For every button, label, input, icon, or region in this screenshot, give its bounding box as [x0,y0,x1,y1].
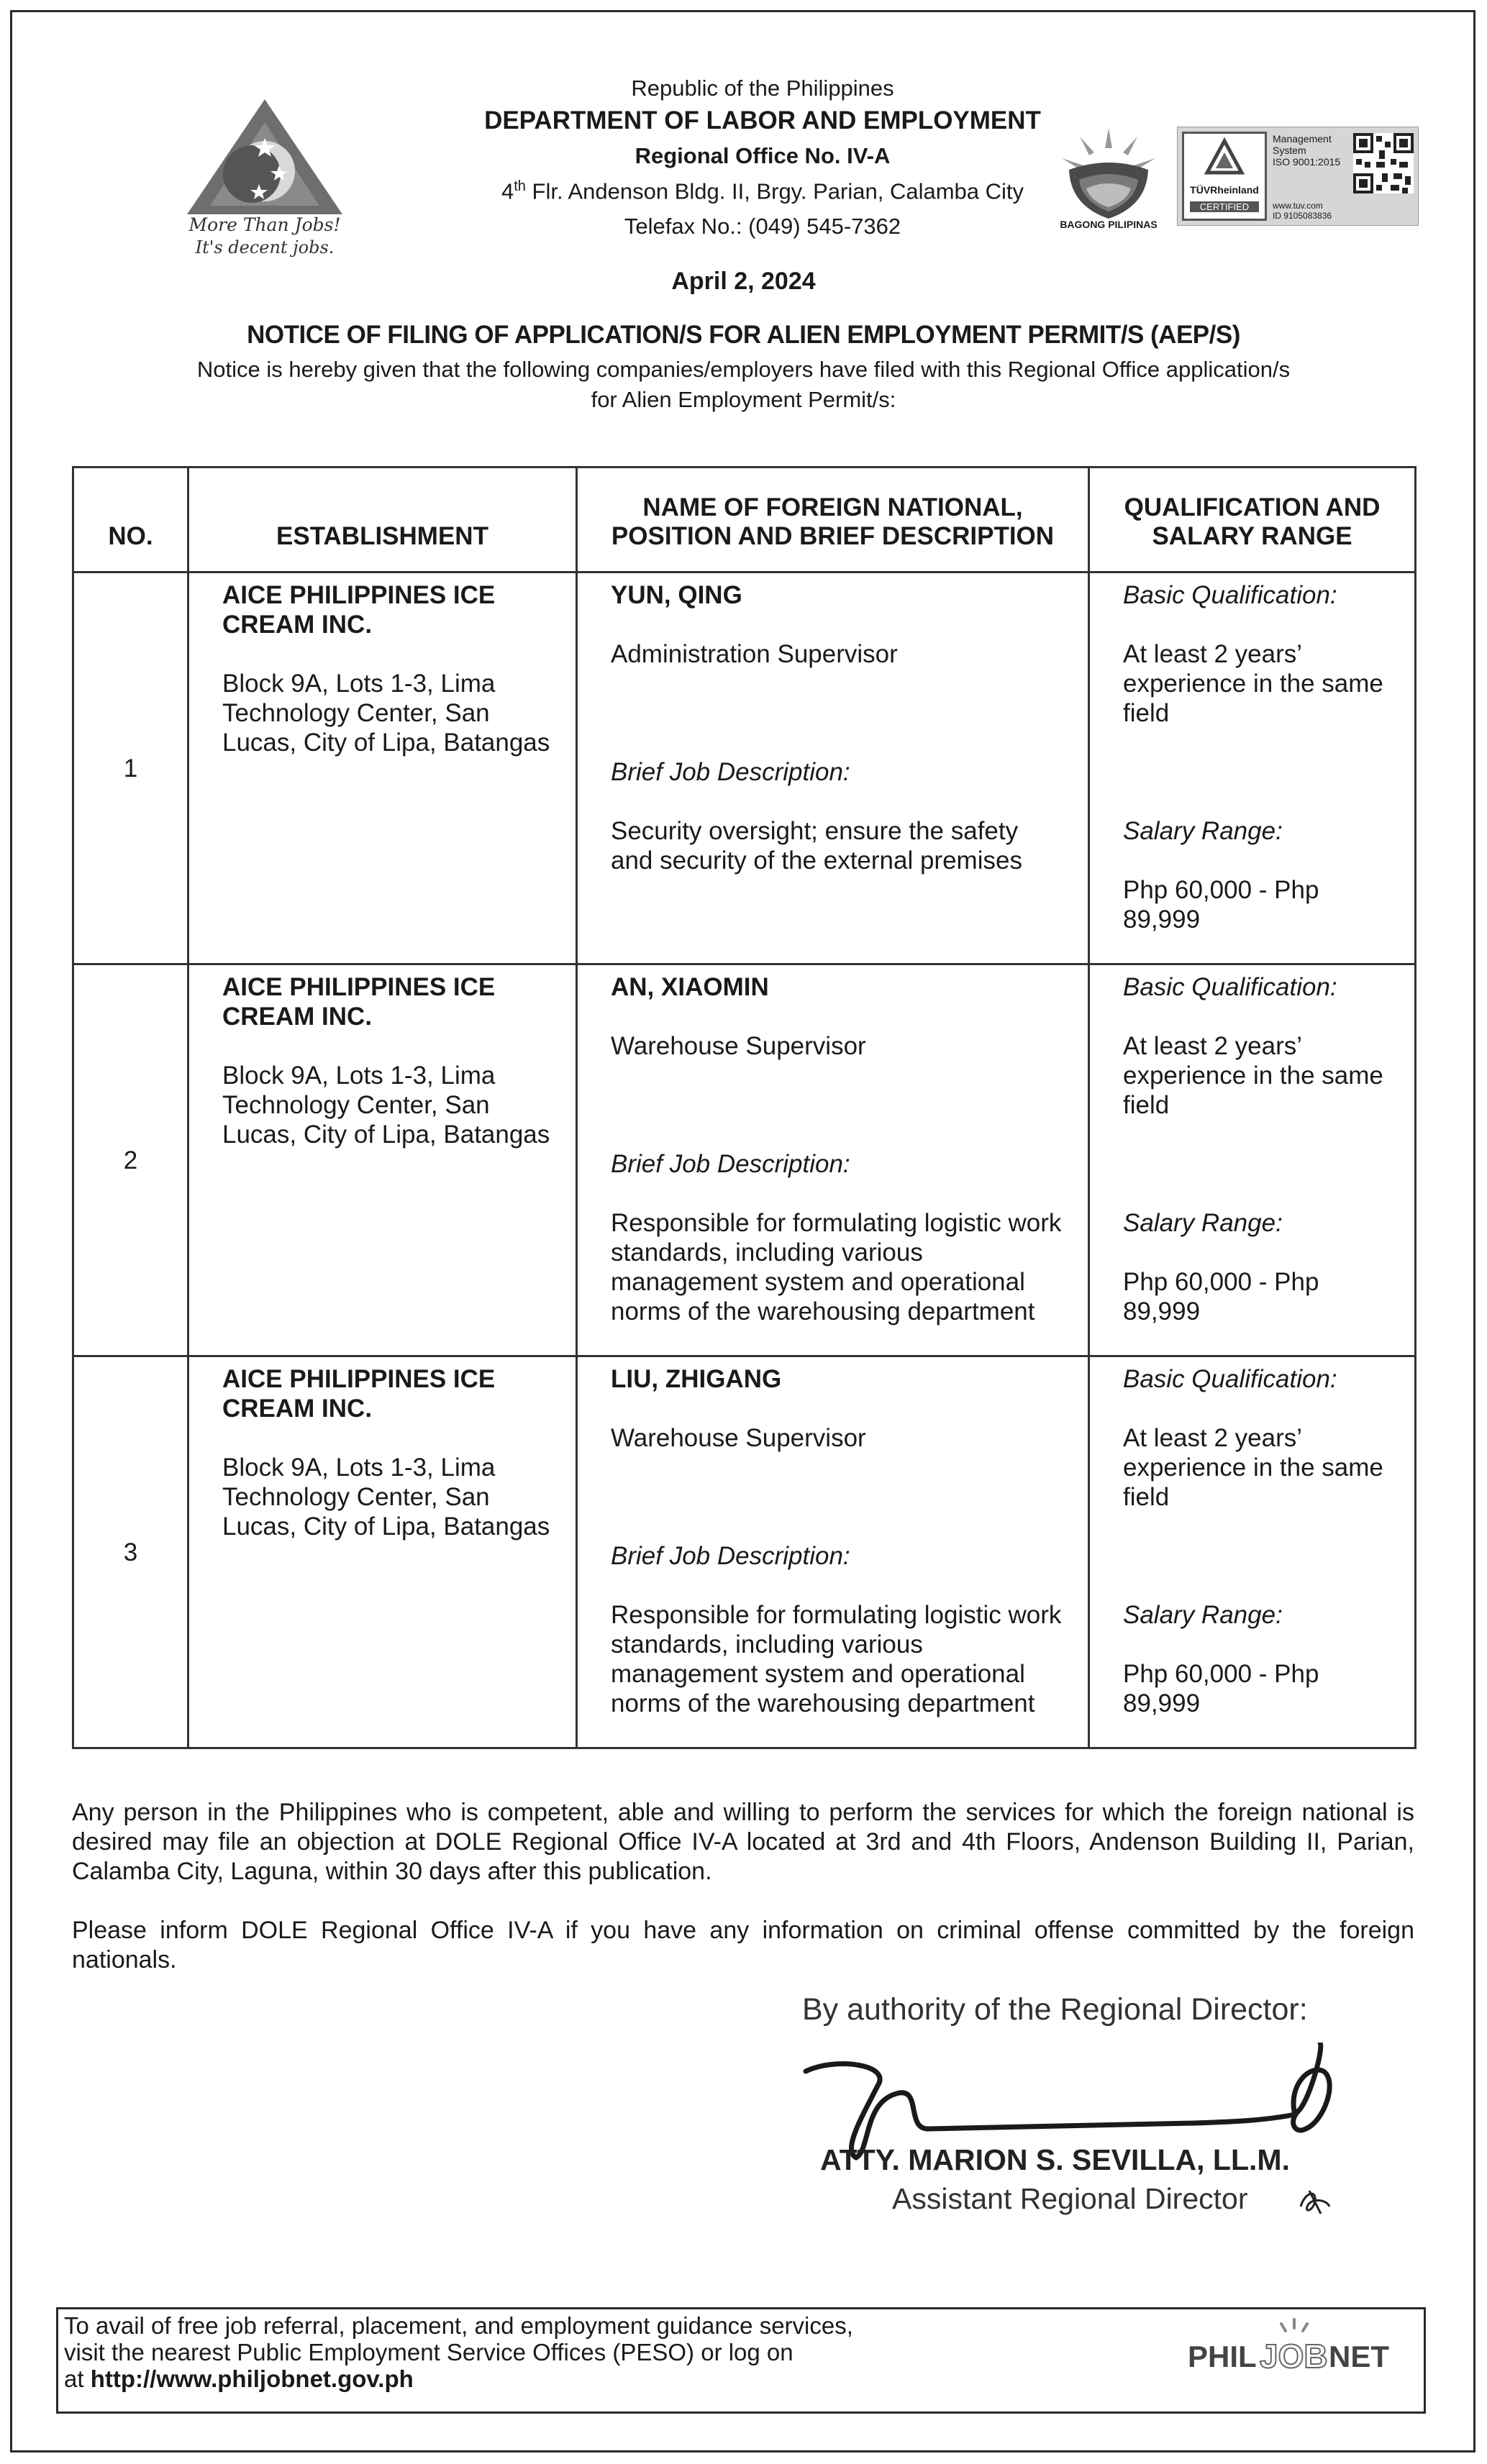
qualification-cell [1089,964,1416,1356]
salary-range-label: Salary Range: [1123,1209,1283,1237]
address-sup: th [514,178,526,194]
header-address [403,178,1122,204]
table-header-row [73,467,1416,572]
basic-qualification-label: Basic Qualification: [1123,973,1337,1001]
header-republic: Republic of the Philippines [631,76,894,101]
basic-qualification-label: Basic Qualification: [1123,1365,1337,1393]
basic-qualification: At least 2 years’ experience in the same field [1123,640,1383,727]
salary-range-label: Salary Range: [1123,1601,1283,1629]
salary-range-label: Salary Range: [1123,817,1283,845]
company-name: AICE PHILIPPINES ICE CREAM INC. [222,973,496,1031]
company-name: AICE PHILIPPINES ICE CREAM INC. [222,1365,496,1423]
national-cell [577,572,1089,964]
aep-applications-table [72,466,1416,1749]
qr-code-icon [1353,133,1414,193]
dole-tagline-1: More Than Jobs! [188,214,341,235]
position: Administration Supervisor [611,640,898,668]
dole-logo [178,93,351,266]
establishment-cell [188,572,577,964]
tuv-system-1: Management [1273,133,1332,145]
philjobnet-logo-left: PHIL [1188,2340,1257,2373]
position: Warehouse Supervisor [611,1032,866,1060]
tuv-triangle-icon [1184,134,1265,184]
tuv-certification-badge [1177,127,1419,226]
header-department: DEPARTMENT OF LABOR AND EMPLOYMENT [484,106,1041,134]
row-number: 2 [73,964,188,1356]
header-qualification: QUALIFICATION AND SALARY RANGE [1089,467,1416,572]
signatory-title: Assistant Regional Director [892,2182,1248,2215]
notice-date: April 2, 2024 [671,268,816,295]
header-regional-office: Regional Office No. IV-A [635,143,891,168]
basic-qualification: At least 2 years’ experience in the same field [1123,1424,1383,1511]
qualification-cell [1089,572,1416,964]
footer-line3-prefix: at [64,2365,91,2392]
row-number: 1 [73,572,188,964]
company-address: Block 9A, Lots 1-3, Lima Technology Center, San Lucas, City of Lipa, Batangas [222,670,550,757]
philjobnet-link[interactable]: http://www.philjobnet.gov.ph [90,2365,414,2392]
basic-qualification: At least 2 years’ experience in the same field [1123,1032,1383,1119]
brief-description: Security oversight; ensure the safety and security of the external premises [611,817,1022,875]
position: Warehouse Supervisor [611,1424,866,1452]
notice-intro-line1: Notice is hereby given that the following companies/employers have filed with this Regional Office application/s [196,357,1291,382]
dole-triangle-icon [178,93,351,223]
address-rest: Flr. Andenson Bldg. II, Brgy. Parian, Calamba City [525,178,1024,204]
authority-line: By authority of the Regional Director: [802,1992,1308,2027]
brief-description: Responsible for formulating logistic work standards, including various management system and operational norms of the warehousing department [611,1601,1062,1717]
national-name: AN, XIAOMIN [611,973,769,1001]
tuv-url: www.tuv.com [1273,201,1323,211]
objection-paragraph: Any person in the Philippines who is competent, able and willing to perform the services for which the foreign national is desired may file an objection at DOLE Regional Office IV-A located at 3rd and 4th Floors, Andenson Building II, Parian, Calamba City, Laguna, within 30 days after this publication. [72,1799,1414,1885]
footer-box [56,2307,1426,2414]
tuv-system-2: System [1273,145,1306,156]
basic-qualification-label: Basic Qualification: [1123,581,1337,609]
footer-line1: To avail of free job referral, placement, and employment guidance services, [64,2312,853,2339]
header-no: NO. [73,467,188,572]
establishment-cell [188,1356,577,1748]
brief-label: Brief Job Description: [611,758,850,786]
philjobnet-logo-right: NET [1329,2340,1389,2373]
establishment-cell [188,964,577,1356]
header-establishment: ESTABLISHMENT [188,467,577,572]
salary-range: Php 60,000 - Php 89,999 [1123,876,1319,934]
company-name: AICE PHILIPPINES ICE CREAM INC. [222,581,496,639]
national-name: YUN, QING [611,581,742,609]
header-telefax: Telefax No.: (049) 545-7362 [624,214,901,239]
tuv-iso: ISO 9001:2015 [1273,156,1341,168]
signatory-name: ATTY. MARION S. SEVILLA, LL.M. [820,2143,1290,2176]
national-name: LIU, ZHIGANG [611,1365,782,1393]
bagong-pilipinas-label: BAGONG PILIPINAS [1060,219,1158,230]
table-row [73,572,1416,964]
footer-line3 [64,2365,414,2392]
philjobnet-logo-mid: JOB [1260,2337,1328,2375]
brief-label: Brief Job Description: [611,1542,850,1570]
inform-paragraph: Please inform DOLE Regional Office IV-A if you have any information on criminal offense committed by the foreign nationals. [72,1917,1414,1974]
company-address: Block 9A, Lots 1-3, Lima Technology Center, San Lucas, City of Lipa, Batangas [222,1062,550,1149]
dole-tagline-2: It's decent jobs. [195,237,335,257]
company-address: Block 9A, Lots 1-3, Lima Technology Center, San Lucas, City of Lipa, Batangas [222,1454,550,1541]
qualification-cell [1089,1356,1416,1748]
row-number: 3 [73,1356,188,1748]
brief-label: Brief Job Description: [611,1150,850,1178]
tuv-logo [1182,132,1267,221]
address-floor: 4 [501,178,514,204]
bagong-pilipinas-logo [1055,127,1163,234]
salary-range: Php 60,000 - Php 89,999 [1123,1660,1319,1717]
notice-title: NOTICE OF FILING OF APPLICATION/S FOR ALIEN EMPLOYMENT PERMIT/S (AEP/S) [247,321,1240,349]
philjobnet-rays-icon [1265,2317,1323,2338]
tuv-name: TÜVRheinland [1190,184,1259,196]
table-row [73,964,1416,1356]
national-cell [577,964,1089,1356]
bagong-pilipinas-emblem-icon [1055,127,1163,220]
national-cell [577,1356,1089,1748]
tuv-id: ID 9105083836 [1273,211,1332,221]
notice-intro-line2: for Alien Employment Permit/s: [591,387,896,412]
tuv-certified: CERTIFIED [1190,201,1259,212]
philjobnet-logo [1188,2330,1404,2394]
header-national: NAME OF FOREIGN NATIONAL, POSITION AND BRIEF DESCRIPTION [577,467,1089,572]
footer-line2: visit the nearest Public Employment Service Offices (PESO) or log on [64,2339,793,2365]
brief-description: Responsible for formulating logistic work standards, including various management system and operational norms of the warehousing department [611,1209,1062,1325]
initials-mark-icon [1295,2185,1335,2219]
salary-range: Php 60,000 - Php 89,999 [1123,1268,1319,1325]
table-row [73,1356,1416,1748]
